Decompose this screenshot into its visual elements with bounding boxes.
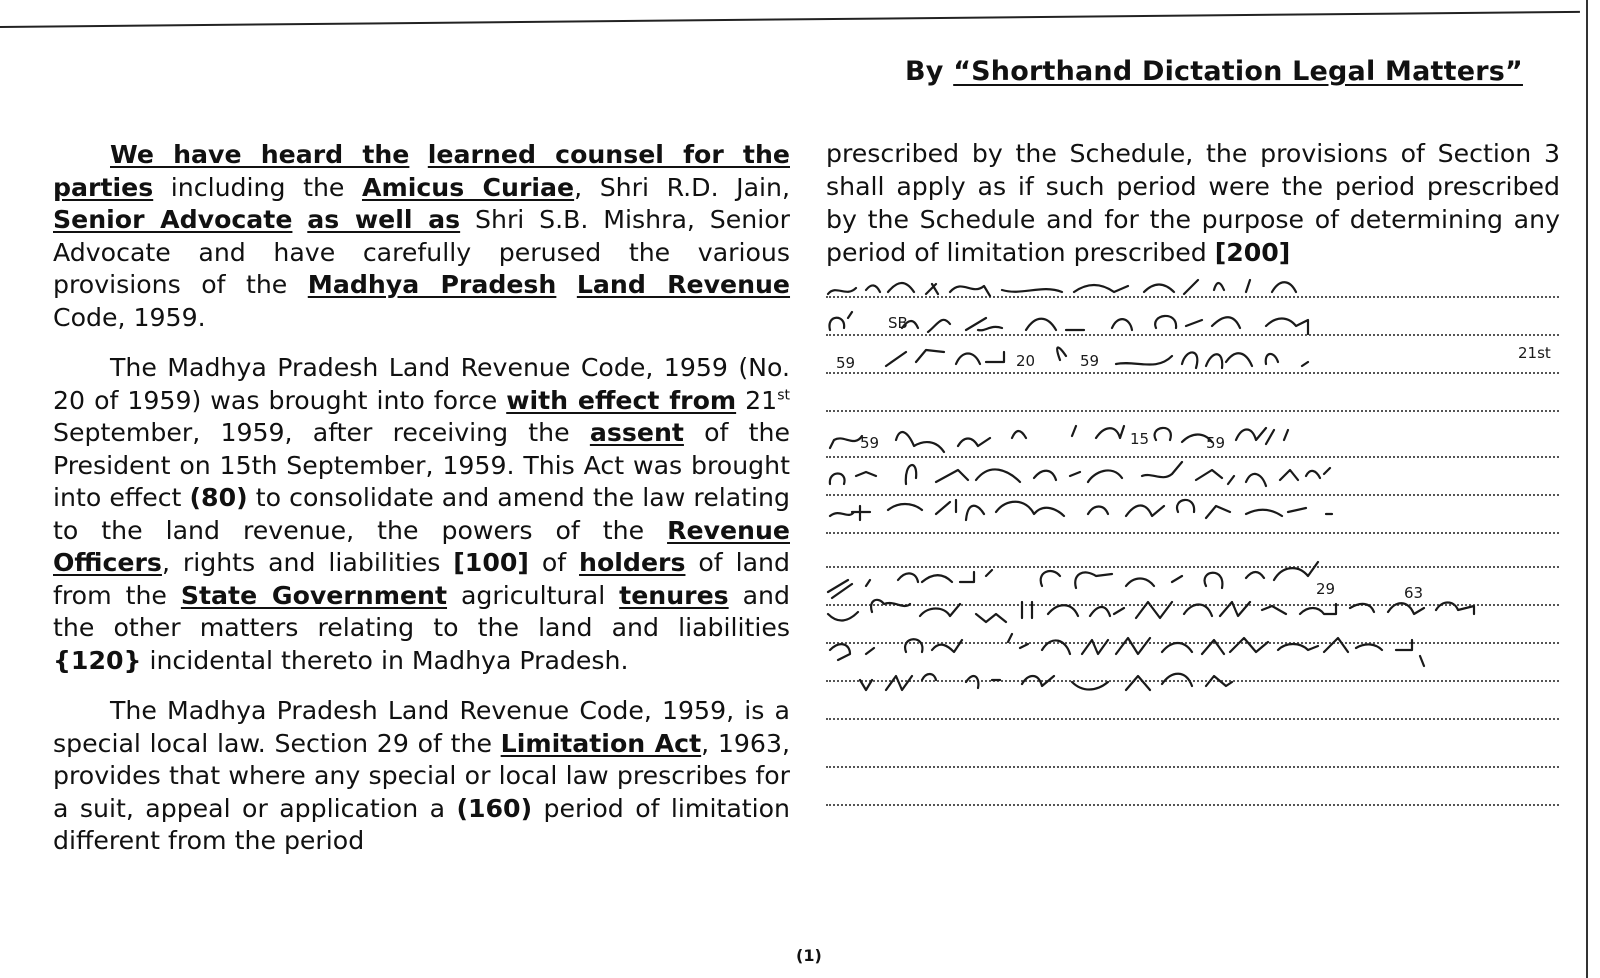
shorthand-note: 63 [1404,584,1424,602]
book-title: “Shorthand Dictation Legal Matters” [953,56,1523,87]
text: Code, 1959. [53,302,206,332]
text: period of limitation different from the period [53,793,790,855]
shorthand-note: 59 [860,434,880,452]
text: of land from the [53,548,790,610]
phrase: Senior Advocate [53,205,293,234]
phrase: Revenue Officers [53,515,790,577]
phrase: assent [589,418,684,447]
page-number: (1) [796,946,822,965]
right-column-text [826,137,1560,269]
text: September, 1959, after receiving the [53,418,590,447]
phrase: Limitation Act [500,728,702,758]
text: of [528,548,580,577]
ruled-line [826,804,1559,806]
phrase: holders [579,548,686,577]
ordinal-suffix: st [777,387,790,404]
page-header [905,56,1523,87]
word-count-marker: (160) [456,793,533,823]
paragraph-3 [53,695,790,858]
phrase: Madhya Pradesh [307,270,557,299]
text: to consolidate and amend the law relating to the land revenue, the powers of the [53,483,790,545]
word-count-marker: [100] [453,548,529,577]
phrase: as well as [307,205,461,234]
shorthand-note: 29 [1316,580,1336,598]
text: agricultural [447,580,620,610]
text: of the President on 15th September, 1959. This Act was brought into effect [53,418,790,512]
shorthand-note: 59 [1080,352,1100,370]
text: including the [153,172,362,202]
text: incidental thereto in Madhya Pradesh. [141,645,629,675]
paragraph-2 [53,352,790,677]
text: , rights and liabilities [161,548,454,577]
shorthand-note: 21st [1518,344,1551,362]
phrase: Land Revenue [576,270,791,299]
text: 21 [736,385,778,415]
handwritten-shorthand-notes [826,270,1560,740]
text: and the other matters relating to the land and liabilities [53,580,790,642]
ruled-line [826,766,1559,768]
shorthand-note: 59 [1206,434,1226,452]
phrase: learned counsel for the parties [53,140,790,202]
left-column [53,139,790,876]
right-border-line [1586,0,1588,978]
shorthand-note: 59 [836,354,856,372]
text: Shri S.B. Mishra, Senior Advocate and have carefully perused the various provisions of the [53,205,790,299]
text: The Madhya Pradesh Land Revenue Code, 1959, is a special local law. Section 29 of the [53,696,790,758]
top-border-line [0,11,1580,28]
text [556,270,576,299]
word-count-marker: {120} [53,645,142,675]
text: prescribed by the Schedule, the provisions of Section 3 shall apply as if such period were the period prescribed by the Schedule and for the purpose of determining any period of limitation prescribed [826,139,1560,267]
phrase: tenures [619,580,729,610]
text [292,205,307,234]
paragraph-1 [53,139,790,334]
phrase: Amicus Curiae [361,172,575,202]
word-count-marker: [200] [1214,238,1291,267]
word-count-marker: (80) [189,483,248,512]
header-prefix: By [905,56,954,87]
shorthand-note: SB [888,314,908,332]
shorthand-note: 20 [1016,352,1036,370]
shorthand-note: 15 [1130,430,1150,448]
phrase: We have heard the [110,140,410,169]
text: , Shri R.D. Jain, [574,172,790,202]
text: The Madhya Pradesh Land Revenue Code, 1959 (No. 20 of 1959) was brought into force [53,353,790,415]
phrase: with effect from [506,385,737,415]
text: , 1963, provides that where any special or local law prescribes for a suit, appeal or application a [53,728,790,823]
phrase: State Government [180,580,448,610]
